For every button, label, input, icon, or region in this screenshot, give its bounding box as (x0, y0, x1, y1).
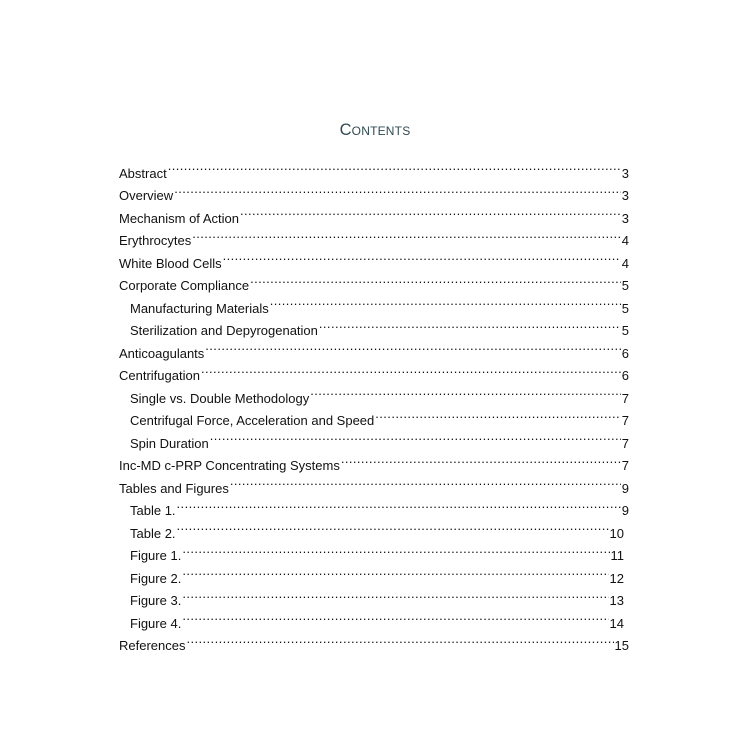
toc-entry-label: Figure 4. (130, 615, 182, 631)
toc-page-number: 4 (621, 255, 629, 271)
toc-entry-table-1[interactable] (119, 493, 629, 516)
toc-page-number: 11 (610, 548, 624, 563)
toc-entry-label: Table 1. (130, 503, 176, 518)
toc-dot-leader (168, 155, 621, 178)
toc-entry-label: Abstract (119, 165, 167, 181)
toc-entry-white-blood-cells[interactable] (119, 245, 629, 271)
toc-entry-label: Spin Duration (130, 435, 209, 451)
toc-dot-leader (223, 245, 621, 268)
toc-page-number: 5 (621, 278, 629, 293)
toc-entry-label: Centrifugation (119, 368, 200, 383)
toc-entry-label: White Blood Cells (119, 255, 222, 271)
toc-dot-leader (205, 335, 620, 358)
toc-entry-label: References (119, 638, 186, 653)
toc-page-number: 12 (609, 570, 624, 586)
toc-entry-label: Figure 2. (130, 570, 182, 586)
toc-dot-leader (341, 448, 621, 471)
toc-dot-leader (319, 313, 621, 336)
toc-page-number: 14 (609, 615, 624, 631)
toc-entry-label: Corporate Compliance (119, 278, 250, 293)
toc-dot-leader (182, 583, 608, 606)
toc-entry-label: Anticoagulants (119, 345, 205, 361)
toc-entry-label: Sterilization and Depyrogenation (130, 323, 318, 338)
toc-dot-leader (230, 470, 621, 493)
toc-entry-references[interactable] (119, 628, 629, 651)
toc-dot-leader (182, 538, 609, 561)
toc-dot-leader (310, 380, 621, 403)
toc-entry-figure-1[interactable] (119, 538, 624, 561)
toc-entry-label: Figure 3. (130, 593, 182, 608)
toc-page-number: 5 (621, 300, 629, 316)
toc-entry-label: Centrifugal Force, Acceleration and Speed (130, 413, 375, 428)
toc-page-number: 6 (621, 368, 629, 383)
toc-entry-label: Tables and Figures (119, 480, 229, 496)
toc-page-number: 9 (621, 480, 629, 496)
toc-page-number: 13 (609, 593, 624, 608)
toc-entry-label: Overview (119, 188, 174, 203)
toc-entry-figure-2[interactable] (119, 560, 624, 586)
toc-dot-leader (201, 358, 621, 381)
toc-entry-figure-4[interactable] (119, 605, 624, 631)
toc-dot-leader (250, 268, 621, 291)
toc-entry-label: Table 2. (130, 525, 176, 541)
toc-page-number: 7 (621, 458, 629, 473)
toc-dot-leader (182, 560, 608, 583)
toc-entry-abstract[interactable] (119, 155, 629, 181)
toc-entry-table-2[interactable] (119, 515, 624, 541)
toc-entry-label: Mechanism of Action (119, 210, 239, 226)
toc-entry-figure-3[interactable] (119, 583, 624, 606)
toc-entry-overview[interactable] (119, 178, 629, 201)
toc-page-number: 15 (614, 638, 629, 653)
toc-page-number: 3 (621, 165, 629, 181)
toc-entry-label: Figure 1. (130, 548, 182, 563)
toc-page-number: 4 (621, 233, 629, 248)
toc-dot-leader (174, 178, 621, 201)
toc-entry-erythrocytes[interactable] (119, 223, 629, 246)
toc-entry-label: Erythrocytes (119, 233, 192, 248)
toc-page-number: 3 (621, 188, 629, 203)
toc-dot-leader (192, 223, 621, 246)
toc-page-number: 10 (609, 525, 624, 541)
toc-list (119, 155, 629, 653)
toc-entry-label: Single vs. Double Methodology (130, 390, 310, 406)
toc-dot-leader (375, 403, 621, 426)
toc-page-number: 3 (621, 210, 629, 226)
toc-dot-leader (270, 290, 621, 313)
toc-entry-label: Manufacturing Materials (130, 300, 269, 316)
toc-entry-label: Inc-MD c-PRP Concentrating Systems (119, 458, 340, 473)
toc-dot-leader (182, 605, 608, 628)
toc-entry-mechanism-of-action[interactable] (119, 200, 629, 226)
toc-page-number: 6 (621, 345, 629, 361)
toc-dot-leader (240, 200, 621, 223)
toc-dot-leader (177, 493, 621, 516)
toc-page-number: 7 (621, 435, 629, 451)
toc-dot-leader (186, 628, 613, 651)
toc-dot-leader (177, 515, 609, 538)
toc-page-number: 9 (621, 503, 629, 518)
toc-page-number: 5 (621, 323, 629, 338)
toc-page-number: 7 (621, 390, 629, 406)
toc-page-number: 7 (621, 413, 629, 428)
toc-dot-leader (210, 425, 621, 448)
toc-title: Contents (339, 121, 411, 139)
